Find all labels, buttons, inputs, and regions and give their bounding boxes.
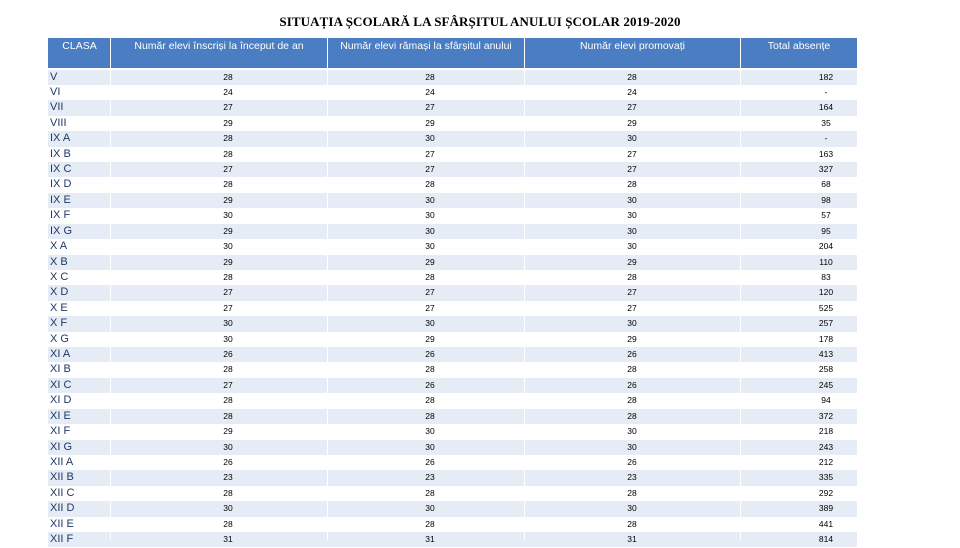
header-inscrisi bbox=[111, 38, 327, 68]
absente-cell: 525 bbox=[818, 302, 834, 313]
table-row bbox=[48, 116, 857, 131]
absente-cell: 441 bbox=[818, 518, 834, 529]
promovati-cell: 30 bbox=[627, 441, 637, 452]
absente-cell: 68 bbox=[821, 179, 831, 190]
class-name-cell: V bbox=[50, 70, 58, 83]
table-row bbox=[48, 208, 857, 223]
table-row bbox=[48, 255, 857, 270]
promovati-cell: 28 bbox=[627, 487, 637, 498]
inscrisi-cell: 30 bbox=[223, 241, 233, 252]
ramasi-cell: 28 bbox=[425, 487, 435, 498]
absente-cell: 245 bbox=[818, 379, 834, 390]
inscrisi-cell: 29 bbox=[223, 225, 233, 236]
promovati-cell: 27 bbox=[627, 102, 637, 113]
absente-cell: 218 bbox=[818, 426, 834, 437]
absente-cell: 292 bbox=[818, 487, 834, 498]
ramasi-cell: 27 bbox=[425, 287, 435, 298]
ramasi-cell: 28 bbox=[425, 71, 435, 82]
table-row bbox=[48, 70, 857, 85]
promovati-cell: 28 bbox=[627, 518, 637, 529]
absente-cell: 57 bbox=[821, 210, 831, 221]
class-name-cell: XI C bbox=[50, 378, 72, 391]
inscrisi-cell: 28 bbox=[223, 133, 233, 144]
absente-cell: 95 bbox=[821, 225, 831, 236]
ramasi-cell: 30 bbox=[425, 503, 435, 514]
inscrisi-cell: 29 bbox=[223, 426, 233, 437]
ramasi-cell: 28 bbox=[425, 364, 435, 375]
inscrisi-cell: 27 bbox=[223, 287, 233, 298]
class-name-cell: XI B bbox=[50, 363, 71, 376]
class-name-cell: XI D bbox=[50, 394, 72, 407]
ramasi-cell: 26 bbox=[425, 457, 435, 467]
inscrisi-cell: 29 bbox=[223, 194, 233, 205]
header-clasa-label: CLASA bbox=[62, 40, 97, 52]
absente-cell: 204 bbox=[818, 241, 834, 252]
table-row bbox=[48, 100, 857, 115]
table-row bbox=[48, 409, 857, 424]
inscrisi-cell: 24 bbox=[223, 86, 233, 97]
inscrisi-cell: 29 bbox=[223, 117, 233, 128]
ramasi-cell: 24 bbox=[425, 86, 435, 97]
absente-cell: 98 bbox=[821, 194, 831, 205]
table-row bbox=[48, 424, 857, 439]
class-name-cell: VIII bbox=[50, 116, 67, 129]
ramasi-cell: 29 bbox=[425, 333, 435, 344]
ramasi-cell: 30 bbox=[425, 225, 435, 236]
class-name-cell: X E bbox=[50, 301, 68, 314]
class-name-cell: X D bbox=[50, 286, 69, 299]
absente-cell: 178 bbox=[818, 333, 834, 344]
ramasi-cell: 30 bbox=[425, 194, 435, 205]
column-divider bbox=[524, 38, 525, 540]
ramasi-cell: 29 bbox=[425, 256, 435, 267]
table-row bbox=[48, 316, 857, 331]
promovati-cell: 30 bbox=[627, 225, 637, 236]
ramasi-cell: 29 bbox=[425, 117, 435, 128]
promovati-cell: 30 bbox=[627, 318, 637, 329]
promovati-cell: 27 bbox=[627, 164, 637, 175]
absente-cell: 258 bbox=[818, 364, 834, 375]
ramasi-cell: 28 bbox=[425, 410, 435, 421]
promovati-cell: 23 bbox=[627, 472, 637, 483]
inscrisi-cell: 30 bbox=[223, 441, 233, 452]
header-absente bbox=[741, 38, 857, 68]
table-row bbox=[48, 85, 857, 100]
header-inscrisi-label: Număr elevi înscriși la început de an bbox=[134, 40, 304, 52]
absente-cell: 110 bbox=[819, 256, 833, 267]
inscrisi-cell: 26 bbox=[223, 349, 233, 360]
promovati-cell: 29 bbox=[627, 117, 637, 128]
inscrisi-cell: 30 bbox=[223, 210, 233, 221]
absente-cell: 814 bbox=[818, 534, 834, 545]
header-clasa bbox=[48, 38, 111, 68]
table-row bbox=[48, 193, 857, 208]
ramasi-cell: 28 bbox=[425, 179, 435, 190]
promovati-cell: 24 bbox=[627, 86, 637, 97]
table-row bbox=[48, 393, 857, 408]
class-name-cell: XI G bbox=[50, 440, 73, 453]
class-name-cell: XI E bbox=[50, 409, 71, 422]
absente-cell: 163 bbox=[818, 148, 834, 159]
table-row bbox=[48, 224, 857, 239]
header-promovati-label: Număr elevi promovați bbox=[579, 40, 686, 52]
class-name-cell: XII C bbox=[50, 486, 75, 499]
class-name-cell: IX B bbox=[50, 147, 71, 160]
table-row bbox=[48, 177, 857, 192]
absente-cell: 413 bbox=[818, 349, 834, 360]
promovati-cell: 27 bbox=[627, 302, 637, 313]
table-row bbox=[48, 362, 857, 377]
class-name-cell: IX F bbox=[50, 209, 71, 222]
ramasi-cell: 26 bbox=[425, 379, 435, 390]
ramasi-cell: 30 bbox=[425, 318, 435, 329]
absente-cell: 257 bbox=[818, 318, 834, 329]
table-row bbox=[48, 378, 857, 393]
class-name-cell: XI A bbox=[50, 348, 71, 361]
column-divider bbox=[327, 38, 328, 540]
ramasi-cell: 27 bbox=[425, 302, 435, 313]
promovati-cell: 29 bbox=[627, 256, 637, 267]
ramasi-cell: 28 bbox=[425, 271, 435, 282]
table-row bbox=[48, 517, 857, 532]
inscrisi-cell: 28 bbox=[223, 271, 233, 282]
promovati-cell: 26 bbox=[627, 379, 637, 390]
promovati-cell: 26 bbox=[627, 457, 637, 467]
class-name-cell: XII A bbox=[50, 456, 74, 468]
class-name-cell: X C bbox=[50, 270, 69, 283]
ramasi-cell: 23 bbox=[425, 472, 435, 483]
table-row bbox=[48, 501, 857, 516]
promovati-cell: 28 bbox=[627, 364, 637, 375]
promovati-cell: 30 bbox=[627, 503, 637, 514]
absente-cell: 372 bbox=[818, 410, 834, 421]
inscrisi-cell: 30 bbox=[223, 503, 233, 514]
table-row bbox=[48, 301, 857, 316]
inscrisi-cell: 28 bbox=[223, 518, 233, 529]
promovati-cell: 28 bbox=[627, 271, 637, 282]
column-divider bbox=[740, 38, 741, 540]
table-row bbox=[48, 347, 857, 362]
header-promovati bbox=[525, 38, 740, 68]
ramasi-cell: 26 bbox=[425, 349, 435, 360]
promovati-cell: 28 bbox=[627, 71, 637, 82]
inscrisi-cell: 28 bbox=[223, 410, 233, 421]
class-name-cell: X G bbox=[50, 332, 69, 345]
table-row bbox=[48, 239, 857, 254]
ramasi-cell: 27 bbox=[425, 148, 435, 159]
page-title: SITUAȚIA ȘCOLARĂ LA SFÂRȘITUL ANULUI ȘCOLAR 2019-2020 bbox=[279, 14, 681, 29]
promovati-cell: 29 bbox=[627, 333, 637, 344]
table-row bbox=[48, 285, 857, 300]
class-name-cell: IX D bbox=[50, 178, 72, 191]
inscrisi-cell: 28 bbox=[223, 395, 233, 406]
ramasi-cell: 28 bbox=[425, 395, 435, 406]
table-row bbox=[48, 270, 857, 285]
promovati-cell: 28 bbox=[627, 410, 637, 421]
absente-cell: 335 bbox=[818, 472, 834, 483]
ramasi-cell: 28 bbox=[425, 518, 435, 529]
inscrisi-cell: 27 bbox=[223, 164, 233, 175]
column-divider bbox=[110, 38, 111, 540]
class-name-cell: X F bbox=[50, 317, 68, 330]
ramasi-cell: 27 bbox=[425, 102, 435, 113]
table-row bbox=[48, 131, 857, 146]
class-name-cell: X B bbox=[50, 255, 68, 268]
class-name-cell: XII D bbox=[50, 502, 75, 515]
ramasi-cell: 27 bbox=[425, 164, 435, 175]
absente-cell: 35 bbox=[821, 117, 831, 128]
inscrisi-cell: 30 bbox=[223, 333, 233, 344]
promovati-cell: 26 bbox=[627, 349, 637, 360]
table-row bbox=[48, 147, 857, 162]
table-row bbox=[48, 332, 857, 347]
absente-cell: 182 bbox=[818, 71, 834, 82]
inscrisi-cell: 29 bbox=[223, 256, 233, 267]
inscrisi-cell: 28 bbox=[223, 364, 233, 375]
inscrisi-cell: 30 bbox=[223, 318, 233, 329]
class-name-cell: X A bbox=[50, 240, 68, 253]
header-ramasi bbox=[328, 38, 524, 68]
table-row bbox=[48, 440, 857, 455]
class-name-cell: IX G bbox=[50, 224, 73, 237]
inscrisi-cell: 27 bbox=[223, 102, 233, 113]
class-name-cell: VI bbox=[50, 85, 61, 98]
table-row bbox=[48, 162, 857, 177]
ramasi-cell: 30 bbox=[425, 133, 435, 144]
promovati-cell: 30 bbox=[627, 241, 637, 252]
absente-cell: 243 bbox=[818, 441, 834, 452]
ramasi-cell: 30 bbox=[425, 210, 435, 221]
class-name-cell: XI F bbox=[50, 425, 71, 438]
promovati-cell: 31 bbox=[627, 534, 637, 545]
inscrisi-cell: 28 bbox=[223, 487, 233, 498]
inscrisi-cell: 27 bbox=[223, 302, 233, 313]
absente-cell: - bbox=[824, 86, 828, 97]
inscrisi-cell: 28 bbox=[223, 179, 233, 190]
promovati-cell: 28 bbox=[627, 179, 637, 190]
absente-cell: - bbox=[824, 133, 828, 144]
promovati-cell: 30 bbox=[627, 210, 637, 221]
promovati-cell: 30 bbox=[627, 133, 637, 144]
ramasi-cell: 30 bbox=[425, 441, 435, 452]
inscrisi-cell: 23 bbox=[223, 472, 233, 483]
class-name-cell: IX A bbox=[50, 132, 71, 145]
table-row bbox=[48, 486, 857, 501]
promovati-cell: 28 bbox=[627, 395, 637, 406]
header-ramasi-label: Număr elevi rămași la sfârșitul anului bbox=[340, 40, 512, 52]
absente-cell: 327 bbox=[818, 164, 834, 175]
inscrisi-cell: 27 bbox=[223, 379, 233, 390]
ramasi-cell: 30 bbox=[425, 426, 435, 437]
inscrisi-cell: 28 bbox=[223, 148, 233, 159]
class-name-cell: XII E bbox=[50, 517, 74, 530]
promovati-cell: 30 bbox=[627, 426, 637, 437]
class-name-cell: IX C bbox=[50, 163, 72, 176]
ramasi-cell: 30 bbox=[425, 241, 435, 252]
promovati-cell: 30 bbox=[627, 194, 637, 205]
ramasi-cell: 31 bbox=[425, 534, 435, 545]
absente-cell: 83 bbox=[821, 271, 831, 282]
class-name-cell: XII B bbox=[50, 471, 74, 484]
absente-cell: 212 bbox=[818, 457, 834, 467]
header-absente-label: Total absențe bbox=[767, 40, 831, 52]
inscrisi-cell: 26 bbox=[223, 457, 233, 467]
table-row bbox=[48, 470, 857, 485]
inscrisi-cell: 31 bbox=[223, 534, 233, 545]
promovati-cell: 27 bbox=[627, 287, 637, 298]
class-name-cell: VII bbox=[50, 101, 64, 114]
absente-cell: 389 bbox=[818, 503, 834, 514]
absente-cell: 120 bbox=[818, 287, 834, 298]
class-name-cell: IX E bbox=[50, 193, 71, 206]
absente-cell: 94 bbox=[821, 395, 831, 406]
table-row bbox=[48, 455, 857, 470]
promovati-cell: 27 bbox=[627, 148, 637, 159]
absente-cell: 164 bbox=[818, 102, 834, 113]
inscrisi-cell: 28 bbox=[223, 71, 233, 82]
class-name-cell: XII F bbox=[50, 533, 74, 546]
